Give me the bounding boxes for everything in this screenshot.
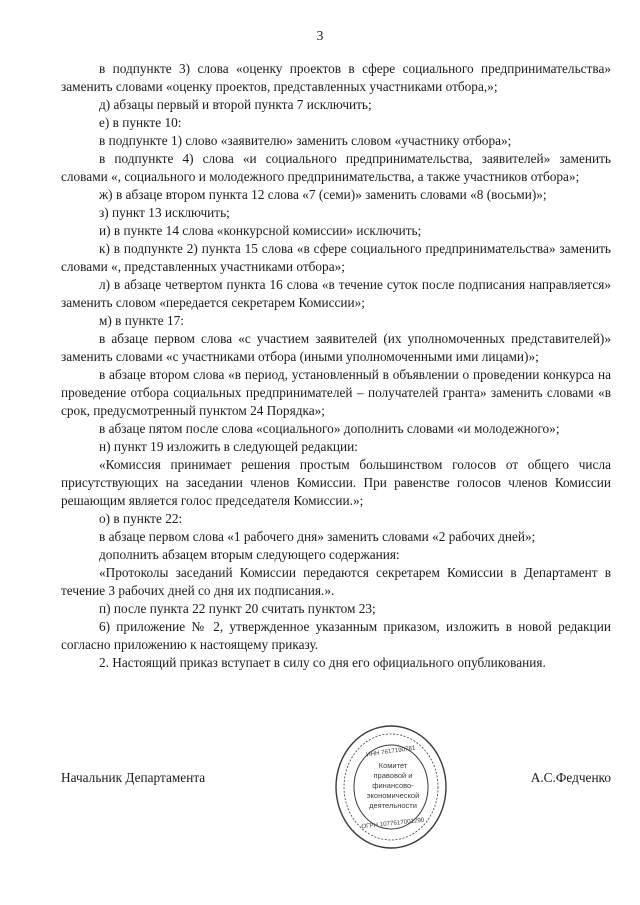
paragraph: к) в подпункте 2) пункта 15 слова «в сфере социального предпринимательства» заменить словами «, представленных участниками отбора»; [61, 241, 611, 274]
paragraph: д) абзацы первый и второй пункта 7 исключить; [99, 97, 372, 112]
paragraph: в абзаце первом слова «с участием заявителей (их уполномоченных представителей)» заменить словами «с участниками отбора (иными уполномоченными ими лицами)»; [61, 331, 611, 364]
paragraph: в подпункте 1) слово «заявителю» заменить словом «участнику отбора»; [99, 133, 512, 148]
stamp-inn: ИНН 7617190781 [365, 744, 416, 759]
paragraph: в абзаце втором слова «в период, установленный в объявлении о проведении конкурса на проведение отбора социальных предпринимателей – получателей гранта» заменить словами «в срок, предусмотренный пунктом 24 Порядка»; [61, 367, 611, 418]
paragraph: «Протоколы заседаний Комиссии передаются секретарем Комиссии в Департамент в течение 3 рабочих дней со дня их подписания.». [61, 565, 611, 598]
paragraph: ж) в абзаце втором пункта 12 слова «7 (семи)» заменить словами «8 (восьми)»; [99, 187, 547, 202]
paragraph: о) в пункте 22: [99, 511, 183, 526]
paragraph: в подпункте 4) слова «и социального предпринимательства, заявителей» заменить словами «, социального и молодежного предпринимательства, а также участников отбора»; [61, 151, 611, 184]
stamp-line: финансово- [372, 781, 414, 790]
paragraph: н) пункт 19 изложить в следующей редакции: [99, 439, 358, 454]
signer-name: А.С.Федченко [530, 770, 611, 785]
stamp-line: правовой и [373, 771, 413, 780]
paragraph: дополнить абзацем вторым следующего содержания: [99, 547, 400, 562]
paragraph: в абзаце пятом после слова «социального» дополнить словами «и молодежного»; [99, 421, 560, 436]
paragraph: и) в пункте 14 слова «конкурсной комиссии» исключить; [99, 223, 422, 238]
paragraph: в подпункте 3) слова «оценку проектов в сфере социального предпринимательства» заменить словами «оценку проектов, представленных участниками отбора,»; [61, 61, 611, 94]
paragraph: з) пункт 13 исключить; [99, 205, 230, 220]
paragraph: м) в пункте 17: [99, 313, 184, 328]
paragraph: п) после пункта 22 пункт 20 считать пунктом 23; [99, 601, 376, 616]
paragraph: 2. Настоящий приказ вступает в силу со дня его официального опубликования. [99, 655, 546, 670]
stamp-line: Комитет [378, 761, 408, 770]
signer-position: Начальник Департамента [61, 770, 206, 785]
official-stamp [333, 723, 449, 851]
paragraph: в абзаце первом слова «1 рабочего дня» заменить словами «2 рабочих дней»; [99, 529, 536, 544]
stamp-line: деятельности [369, 801, 417, 810]
paragraph: е) в пункте 10: [99, 115, 182, 130]
stamp-ogrn: ОГРН 1077617001290 [361, 816, 425, 831]
paragraph: «Комиссия принимает решения простым большинством голосов от общего числа присутствующих на заседании членов Комиссии. При равенстве голосов членов Комиссии решающим является голос председателя Комиссии.»; [61, 457, 611, 508]
page-number: 3 [316, 28, 324, 43]
stamp-line: экономической [366, 791, 420, 800]
document-body [61, 60, 611, 672]
paragraph: 6) приложение № 2, утвержденное указанным приказом, изложить в новой редакции согласно приложению к настоящему приказу. [61, 619, 611, 652]
paragraph: л) в абзаце четвертом пункта 16 слова «в течение суток после подписания направляется» заменить словом «передается секретарем Комиссии»; [61, 277, 611, 310]
